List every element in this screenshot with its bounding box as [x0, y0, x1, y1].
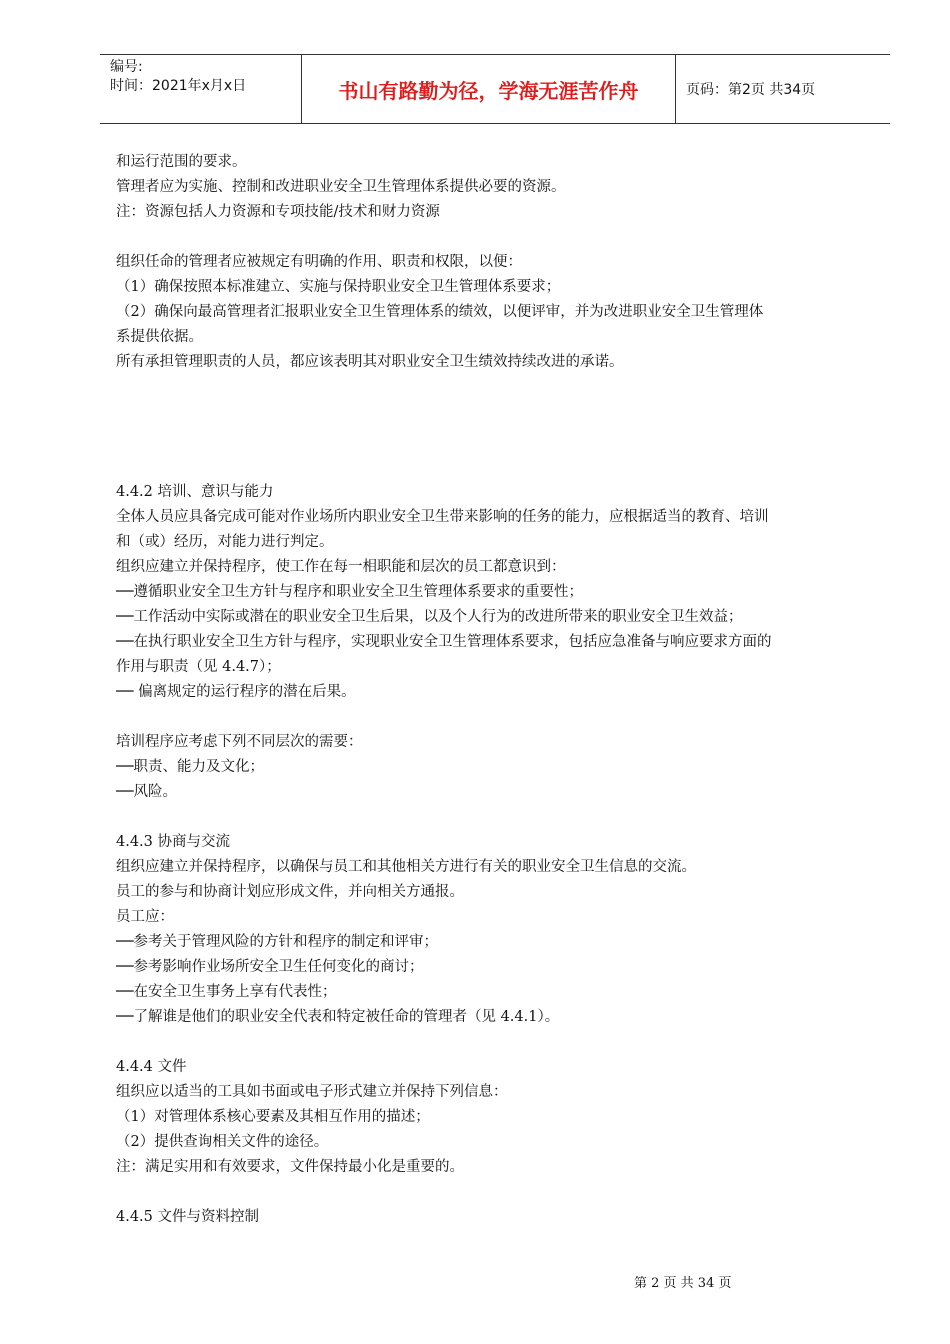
text-line: 组织应以适当的工具如书面或电子形式建立并保持下列信息：	[116, 1084, 508, 1100]
text-line: 管理者应为实施、控制和改进职业安全卫生管理体系提供必要的资源。	[116, 179, 566, 195]
document-number-label: 编号:	[110, 59, 143, 75]
text-line: ──工作活动中实际或潜在的职业安全卫生后果，以及个人行为的改进所带来的职业安全卫生效益；	[116, 609, 743, 625]
spacer	[116, 1180, 881, 1205]
page-header	[100, 54, 890, 124]
text-line: （1）对管理体系核心要素及其相互作用的描述；	[116, 1109, 430, 1125]
spacer	[116, 375, 881, 480]
header-page-number: 页码：第2页 共34页	[686, 82, 816, 98]
spacer	[116, 1030, 881, 1055]
text-line: 系提供依据。	[116, 329, 203, 345]
text-line: 4.4.3 协商与交流	[116, 834, 231, 850]
text-line: 4.4.5 文件与资料控制	[116, 1209, 260, 1225]
text-line: 员工的参与和协商计划应形成文件，并向相关方通报。	[116, 884, 464, 900]
text-line: ──风险。	[116, 784, 177, 800]
text-line: ──参考关于管理风险的方针和程序的制定和评审；	[116, 934, 438, 950]
text-line: 组织任命的管理者应被规定有明确的作用、职责和权限，以便：	[116, 254, 522, 270]
text-block	[116, 1055, 881, 1180]
text-line: 全体人员应具备完成可能对作业场所内职业安全卫生带来影响的任务的能力，应根据适当的教育、培训	[116, 509, 769, 525]
header-meta	[100, 55, 302, 123]
text-line: 和运行范围的要求。	[116, 154, 247, 170]
text-line: 4.4.2 培训、意识与能力	[116, 484, 274, 500]
page-footer: 第 2 页 共 34 页	[634, 1276, 732, 1291]
text-line: ── 偏离规定的运行程序的潜在后果。	[116, 684, 356, 700]
text-line: 4.4.4 文件	[116, 1059, 187, 1075]
text-line: 作用与职责（见 4.4.7）；	[116, 659, 281, 675]
text-block	[116, 730, 881, 805]
text-line: 员工应：	[116, 909, 174, 925]
text-line: ──职责、能力及文化；	[116, 759, 264, 775]
text-block	[116, 830, 881, 1030]
text-line: 注：满足实用和有效要求，文件保持最小化是重要的。	[116, 1159, 464, 1175]
text-line: ──了解谁是他们的职业安全代表和特定被任命的管理者（见 4.4.1）。	[116, 1009, 560, 1025]
text-block	[116, 150, 881, 225]
text-line: 培训程序应考虑下列不同层次的需要：	[116, 734, 363, 750]
spacer	[116, 705, 881, 730]
spacer	[116, 225, 881, 250]
text-line: ──遵循职业安全卫生方针与程序和职业安全卫生管理体系要求的重要性；	[116, 584, 583, 600]
document-time-label: 时间：2021年x月x日	[110, 78, 247, 94]
text-line: （2）提供查询相关文件的途径。	[116, 1134, 329, 1150]
spacer	[116, 805, 881, 830]
text-line: ──在安全卫生事务上享有代表性；	[116, 984, 337, 1000]
text-line: （2）确保向最高管理者汇报职业安全卫生管理体系的绩效，以便评审，并为改进职业安全卫生管理体	[116, 304, 764, 320]
text-line: ──参考影响作业场所安全卫生任何变化的商讨；	[116, 959, 424, 975]
text-line: 注：资源包括人力资源和专项技能/技术和财力资源	[116, 204, 440, 220]
text-line: 组织应建立并保持程序，以确保与员工和其他相关方进行有关的职业安全卫生信息的交流。	[116, 859, 696, 875]
text-line: 组织应建立并保持程序，使工作在每一相职能和层次的员工都意识到：	[116, 559, 566, 575]
text-block	[116, 480, 881, 705]
text-line: ──在执行职业安全卫生方针与程序，实现职业安全卫生管理体系要求，包括应急准备与响应要求方面的	[116, 634, 772, 650]
header-motto: 书山有路勤为径，学海无涯苦作舟	[302, 55, 676, 123]
text-line: （1）确保按照本标准建立、实施与保持职业安全卫生管理体系要求；	[116, 279, 561, 295]
document-body	[116, 150, 881, 1230]
text-line: 所有承担管理职责的人员，都应该表明其对职业安全卫生绩效持续改进的承诺。	[116, 354, 624, 370]
text-line: 和（或）经历，对能力进行判定。	[116, 534, 334, 550]
text-block	[116, 250, 881, 375]
text-block	[116, 1205, 881, 1230]
